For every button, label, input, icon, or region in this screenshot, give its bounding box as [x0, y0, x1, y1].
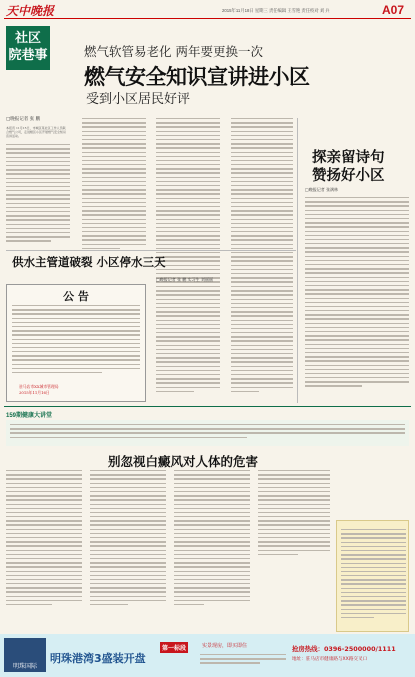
announcement-body [12, 305, 140, 376]
right-article-body [305, 197, 409, 390]
health-body-col2 [90, 470, 166, 608]
ad-right-title: 抢房热线：0396-2500000/1111 [292, 645, 396, 653]
lead-body-col2 [82, 118, 146, 252]
lead-first-line: 本报讯 11月15日，市城区某社区工作人员联合燃气公司，走进辖区小区开展燃气安全知识宣讲活动。 [6, 126, 67, 139]
headline-sub: 受到小区居民好评 [86, 92, 191, 107]
announcement-signature-1: 驻马店市XX城市管理局 [19, 384, 59, 389]
notice-article-title: 供水主管道破裂 小区停水三天 [12, 255, 166, 269]
health-side-text [341, 529, 406, 621]
announcement-box [6, 284, 146, 402]
masthead-rule [4, 18, 411, 19]
page-number: A07 [382, 3, 405, 17]
lead-body-col4 [231, 118, 293, 294]
health-intro-box [6, 420, 409, 446]
ad-middle-tag: 第一标段 [160, 642, 188, 653]
ad-left-logo-box [4, 638, 46, 672]
health-body-col3 [174, 470, 250, 608]
ad-middle-line: 实景现房，即买即住 [202, 643, 248, 649]
ad-right-address: 地址：驻马店市健康路与XX路交叉口 [292, 657, 368, 662]
lead-body-col1 [6, 144, 70, 245]
headline-main: 燃气安全知识宣讲进小区 [84, 65, 310, 89]
health-column-title: 别忽视白癜风对人体的危害 [108, 454, 259, 469]
health-column-header: 159期健康大讲堂 [6, 413, 53, 419]
column-divider [297, 118, 298, 403]
masthead [0, 0, 415, 18]
paper-name: 天中晚报 [6, 4, 55, 18]
headline-kicker: 燃气软管易老化 两年要更换一次 [84, 44, 263, 59]
notice-article-byline: □晚报记者 张 鹏 实习生 刘丽丽 [156, 277, 213, 282]
health-body-col4 [258, 470, 330, 558]
health-side-box [336, 520, 409, 632]
health-rule [4, 406, 411, 407]
section-label [6, 26, 50, 70]
notice-body-col1 [156, 286, 220, 395]
ad-left-slogan: 明珠港湾3盛装开盘 [50, 652, 146, 665]
date-line: 2015年11月18日 星期三 责任编辑 王雪艳 责任校对 刘 兵 [222, 8, 330, 13]
section-label-line1: 社区 [14, 31, 41, 46]
right-article-title-line2: 赞扬好小区 [312, 168, 385, 184]
lead-byline: □晚报记者 张 鹏 [6, 117, 41, 122]
notice-rule-top [6, 250, 296, 251]
announcement-title: 公 告 [63, 290, 89, 303]
ad-strip [0, 634, 415, 677]
right-article-title-line1: 探亲留诗句 [312, 150, 385, 166]
health-intro-text [10, 424, 405, 441]
health-body-col1 [6, 470, 82, 608]
right-article-byline: □晚报记者 张满林 [305, 187, 339, 192]
ad-left-logo: 明珠国际 [12, 663, 37, 670]
notice-body-col2 [231, 286, 293, 395]
section-label-line2: 院巷事 [8, 48, 48, 63]
announcement-signature-2: 2015年11月16日 [19, 390, 50, 395]
ad-middle-small-text [200, 654, 286, 667]
